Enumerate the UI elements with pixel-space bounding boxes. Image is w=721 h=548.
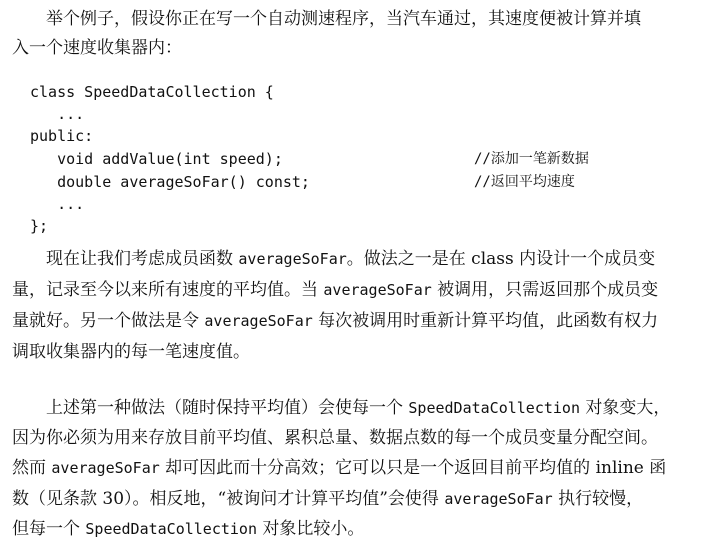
text-span: 然而 — [12, 458, 52, 478]
code-span: SpeedDataCollection — [408, 399, 580, 417]
code-line: double averageSoFar() const; — [30, 173, 310, 191]
code-comment: //返回平均速度 — [474, 174, 575, 190]
text-line — [46, 395, 670, 422]
text-line — [46, 246, 655, 273]
code-span: SpeedDataCollection — [85, 520, 257, 538]
code-span: averageSoFar — [323, 281, 432, 299]
code-span: averageSoFar — [51, 459, 160, 477]
code-line: }; — [30, 217, 49, 235]
text-span: 数（见条款 30）。相反地，“被询问才计算平均值”会使得 — [12, 489, 445, 509]
text-span: 现在让我们考虑成员函数 — [46, 249, 239, 269]
text-line — [12, 35, 182, 62]
text-line — [12, 425, 658, 452]
text-line — [12, 486, 643, 513]
text-span: 但每一个 — [12, 519, 86, 539]
text-line — [12, 455, 666, 482]
text-line — [46, 6, 641, 33]
text-span: 量就好。另一个做法是令 — [12, 311, 205, 331]
text-span: 被调用，只需返回那个成员变 — [431, 280, 659, 300]
text-span: 量，记录至今以来所有速度的平均值。当 — [12, 280, 324, 300]
code-span: averageSoFar — [238, 250, 347, 268]
text-span: 。做法之一是在 class 内设计一个成员变 — [346, 249, 656, 269]
code-line: public: — [30, 127, 94, 145]
text-span: 调取收集器内的每一笔速度值。 — [12, 342, 250, 362]
text-line — [12, 339, 250, 366]
text-span: 对象变大， — [580, 398, 671, 418]
code-comment: //添加一笔新数据 — [474, 151, 589, 167]
text-span: 对象比较小。 — [257, 519, 365, 539]
text-span: 执行较慢， — [552, 489, 644, 509]
text-line — [12, 308, 658, 335]
text-span: 上述第一种做法（随时保持平均值）会使每一个 — [46, 398, 409, 418]
text-span: 却可因此而十分高效；它可以只是一个返回目前平均值的 inline 函 — [159, 458, 667, 478]
text-span: 举个例子，假设你正在写一个自动测速程序，当汽车通过，其速度便被计算并填 — [46, 9, 641, 29]
code-line: void addValue(int speed); — [30, 150, 283, 168]
code-line: ... — [30, 195, 85, 213]
text-span: 每次被调用时重新计算平均值，此函数有权力 — [312, 311, 659, 331]
code-span: averageSoFar — [204, 312, 313, 330]
text-line — [12, 277, 658, 304]
text-span: 因为你必须为用来存放目前平均值、累积总量、数据点数的每一个成员变量分配空间。 — [12, 428, 658, 448]
code-line: class SpeedDataCollection { — [30, 83, 274, 101]
code-span: averageSoFar — [444, 490, 553, 508]
text-span: 入一个速度收集器内： — [12, 38, 182, 58]
text-line — [12, 516, 364, 543]
code-line: ... — [30, 105, 85, 123]
